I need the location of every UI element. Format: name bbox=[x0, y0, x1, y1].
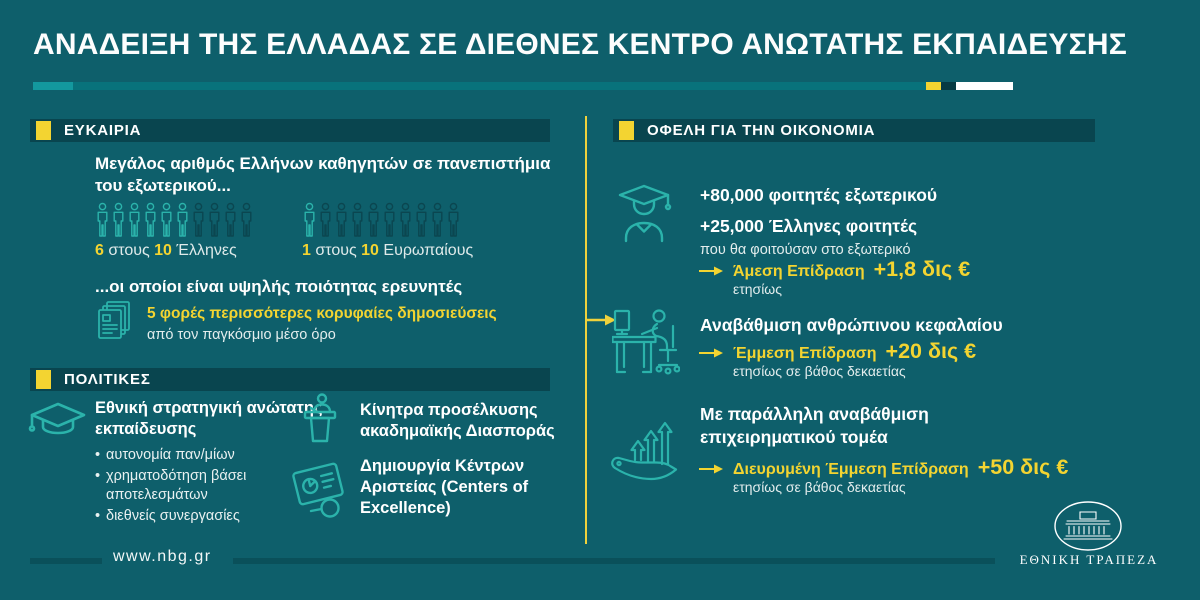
impact-direct bbox=[698, 257, 970, 282]
bullet-item: • αυτονομία παν/μίων bbox=[95, 446, 285, 465]
impact-arrow-icon bbox=[698, 265, 724, 277]
person-icon bbox=[207, 202, 222, 240]
person-icon bbox=[175, 202, 190, 240]
footer-rule-left bbox=[30, 558, 102, 564]
person-icon bbox=[366, 202, 381, 240]
graduate-student-icon bbox=[616, 183, 672, 243]
benefit-students-subtext: που θα φοιτούσαν στο εξωτερικό bbox=[700, 242, 911, 258]
person-icon bbox=[430, 202, 445, 240]
pictogram-europeans bbox=[302, 202, 461, 240]
column-divider-line bbox=[585, 116, 587, 544]
bullet-item: • χρηματοδότηση βάσει αποτελεσμάτων bbox=[95, 467, 285, 505]
footer-rule-right bbox=[233, 558, 995, 564]
benefit-human-capital: Αναβάθμιση ανθρώπινου κεφαλαίου bbox=[700, 315, 1003, 335]
pictogram-greeks bbox=[95, 202, 254, 240]
impact-arrow-icon bbox=[698, 347, 724, 359]
ratio-connector: στους bbox=[108, 242, 150, 259]
ratio-denominator: 10 bbox=[154, 242, 172, 259]
person-icon bbox=[414, 202, 429, 240]
yellow-square-bullet bbox=[619, 121, 634, 140]
bar-segment-white bbox=[956, 82, 1013, 90]
bar-segment-yellow bbox=[926, 82, 941, 90]
impact-value: +20 δις € bbox=[885, 339, 977, 363]
impact-arrow-icon bbox=[698, 463, 724, 475]
podium-speaker-icon bbox=[298, 393, 342, 447]
ratio-label: Έλληνες bbox=[176, 242, 237, 259]
person-icon bbox=[446, 202, 461, 240]
ratio-label: Ευρωπαίους bbox=[383, 242, 474, 259]
person-icon bbox=[398, 202, 413, 240]
policy-title-national-strategy: Εθνική στρατηγική ανώτατης εκπαίδευσης bbox=[95, 399, 323, 439]
impact-label: Διευρυμένη Έμμεση Επίδραση bbox=[733, 461, 969, 478]
policy-title-diaspora-incentives: Κίνητρα προσέλκυσης ακαδημαϊκής Διασποράς bbox=[360, 401, 555, 441]
person-icon bbox=[127, 202, 142, 240]
publications-subtext: από τον παγκόσμιο μέσο όρο bbox=[147, 327, 336, 343]
benefit-business-sector: Με παράλληλη αναβάθμιση επιχειρηματικού τομέα bbox=[700, 404, 929, 448]
bank-logo-text: ΕΘΝΙΚΗ ΤΡΑΠΕΖΑ bbox=[1019, 552, 1159, 567]
person-icon bbox=[350, 202, 365, 240]
nbg-bank-logo-icon bbox=[1052, 500, 1124, 552]
section-title: ΕΥΚΑΙΡΙΑ bbox=[64, 122, 142, 139]
page-title: ΑΝΑΔΕΙΞΗ ΤΗΣ ΕΛΛΑΔΑΣ ΣΕ ΔΙΕΘΝΕΣ ΚΕΝΤΡΟ ΑΝΩΤΑΤΗΣ ΕΚΠΑΙΔΕΥΣΗΣ bbox=[33, 28, 1127, 61]
person-icon bbox=[95, 202, 110, 240]
person-icon bbox=[318, 202, 333, 240]
section-title: ΠΟΛΙΤΙΚΕΣ bbox=[64, 371, 151, 388]
section-header-policies bbox=[30, 368, 550, 391]
person-icon bbox=[111, 202, 126, 240]
documents-icon bbox=[95, 300, 133, 342]
pictogram-caption-europeans bbox=[302, 242, 473, 260]
person-icon bbox=[223, 202, 238, 240]
person-icon bbox=[302, 202, 317, 240]
person-icon bbox=[382, 202, 397, 240]
yellow-square-bullet bbox=[36, 370, 51, 389]
impact-value: +50 δις € bbox=[977, 455, 1069, 479]
impact-label: Έμμεση Επίδραση bbox=[733, 345, 877, 362]
ratio-numerator: 1 bbox=[302, 242, 311, 259]
title-underline-bar bbox=[33, 82, 1013, 90]
person-icon bbox=[143, 202, 158, 240]
section-header-opportunity bbox=[30, 119, 550, 142]
certificate-magnifier-icon bbox=[290, 458, 350, 520]
ratio-numerator: 6 bbox=[95, 242, 104, 259]
pictogram-caption-greeks bbox=[95, 242, 237, 260]
section-header-benefits bbox=[613, 119, 1095, 142]
impact-label: Άμεση Επίδραση bbox=[733, 263, 865, 280]
website-link[interactable]: www.nbg.gr bbox=[113, 548, 212, 565]
bar-segment-teal bbox=[73, 82, 926, 90]
person-icon bbox=[334, 202, 349, 240]
person-icon bbox=[159, 202, 174, 240]
quality-statement: ...οι οποίοι είναι υψηλής ποιότητας ερευνητές bbox=[95, 277, 463, 296]
impact-expanded-indirect bbox=[698, 455, 1068, 480]
ratio-denominator: 10 bbox=[361, 242, 379, 259]
person-icon bbox=[191, 202, 206, 240]
bullet-item: • διεθνείς συνεργασίες bbox=[95, 507, 285, 526]
benefit-students-greek: +25,000 Έλληνες φοιτητές bbox=[700, 216, 918, 236]
hand-growth-icon bbox=[608, 420, 682, 488]
ratio-connector: στους bbox=[315, 242, 357, 259]
desk-worker-icon bbox=[612, 303, 680, 377]
impact-period: ετησίως bbox=[733, 281, 782, 297]
section-title: ΟΦΕΛΗ ΓΙΑ ΤΗΝ ΟΙΚΟΝΟΜΙΑ bbox=[647, 122, 876, 139]
opportunity-intro-text: Μεγάλος αριθμός Ελλήνων καθηγητών σε πανεπιστήμια του εξωτερικού... bbox=[95, 154, 551, 196]
impact-period: ετησίως σε βάθος δεκαετίας bbox=[733, 363, 906, 379]
policy-bullet-list bbox=[95, 446, 285, 529]
person-icon bbox=[239, 202, 254, 240]
impact-period: ετησίως σε βάθος δεκαετίας bbox=[733, 479, 906, 495]
yellow-square-bullet bbox=[36, 121, 51, 140]
impact-indirect bbox=[698, 339, 976, 364]
benefit-students-foreign: +80,000 φοιτητές εξωτερικού bbox=[700, 185, 938, 205]
impact-value: +1,8 δις € bbox=[873, 257, 971, 281]
policy-title-centers-of-excellence: Δημιουργία Κέντρων Αριστείας (Centers of Excellence) bbox=[360, 457, 529, 518]
bar-segment-dark bbox=[941, 82, 956, 90]
bar-segment-bright-teal bbox=[33, 82, 73, 90]
graduation-cap-icon bbox=[28, 398, 88, 448]
publications-highlight: 5 φορές περισσότερες κορυφαίες δημοσιεύσεις bbox=[147, 305, 497, 322]
